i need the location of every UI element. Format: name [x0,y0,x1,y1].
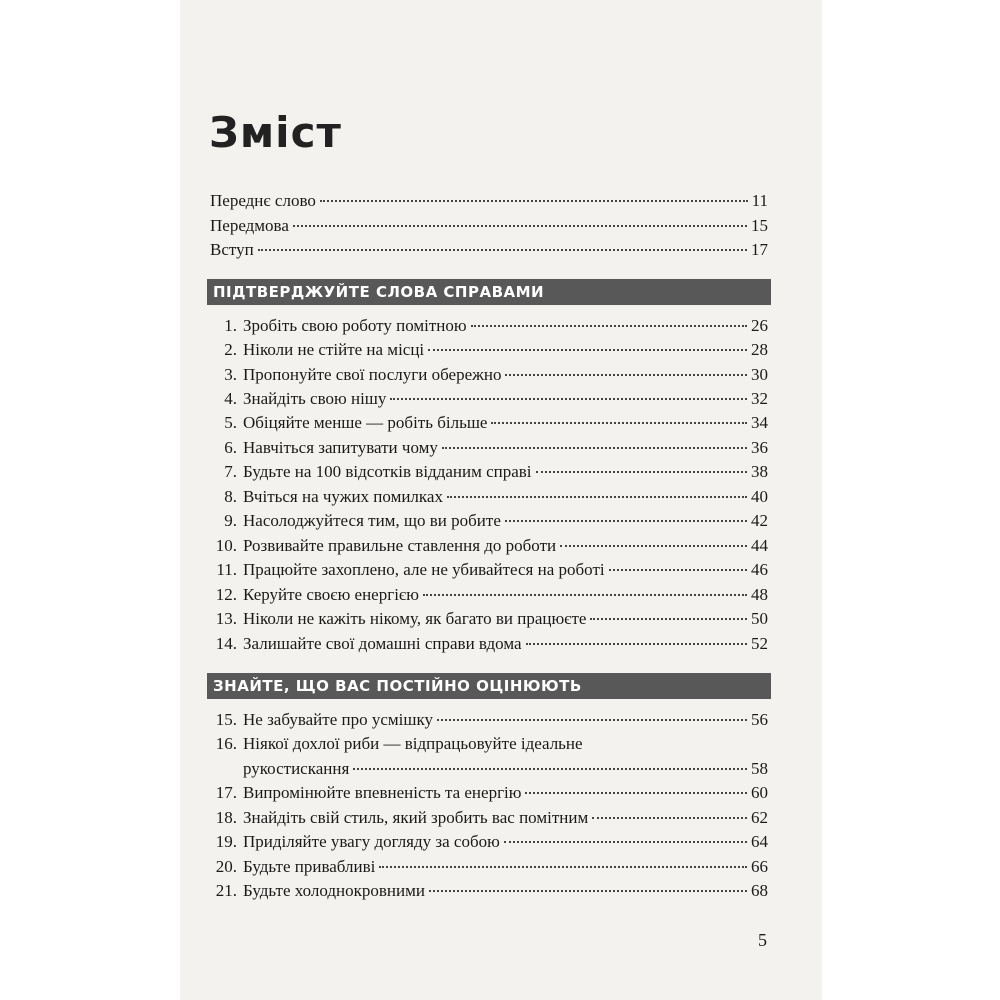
dot-leader [471,325,747,327]
dot-leader [442,447,747,449]
toc-entry [210,607,768,631]
toc-entry [210,558,768,582]
toc-page: 40 [751,487,768,506]
toc-label: Будьте на 100 відсотків відданим справі [243,462,532,481]
toc-entry [210,189,768,213]
toc-page: 17 [751,240,768,259]
toc-number: 11. [216,560,237,579]
toc-entry [210,830,768,854]
dot-leader [447,496,747,498]
toc-entry [210,583,768,607]
toc-page: 34 [751,413,768,432]
toc-number: 15. [215,710,237,729]
toc-label: Керуйте своєю енергією [243,585,419,604]
toc-page: 15 [751,216,768,235]
toc-page: 58 [751,759,768,778]
dot-leader [560,545,747,547]
dot-leader [491,422,747,424]
toc-label: Працюйте захоплено, але не убивайтеся на роботі [243,560,605,579]
toc-number: 4. [224,389,237,408]
toc-page: 68 [751,881,768,900]
toc-label: Передмова [210,216,289,235]
toc-label: Переднє слово [210,191,316,210]
toc-entry [210,632,768,656]
dot-leader [258,249,747,251]
dot-leader [536,471,747,473]
toc-label: Будьте холоднокровними [243,881,425,900]
toc-label: Знайдіть свою нішу [243,389,387,408]
toc-entry [210,855,768,879]
dot-leader [423,594,747,596]
toc-label: Знайдіть свій стиль, який зробить вас помітним [243,808,589,827]
toc-page: 46 [751,560,768,579]
toc-page: 30 [751,365,768,384]
dot-leader [353,768,747,770]
toc-number: 19. [215,832,237,851]
toc-label: рукостискання [243,759,350,778]
toc-label: Будьте привабливі [243,857,376,876]
dot-leader [437,719,747,721]
toc-label: Насолоджуйтеся тим, що ви робите [243,511,501,530]
toc-number: 21. [215,881,237,900]
dot-leader [379,866,747,868]
toc-number: 3. [224,365,237,384]
toc-entry [210,338,768,362]
toc-label: Приділяйте увагу догляду за собою [243,832,500,851]
toc-entry [210,781,768,805]
toc-label: Залишайте свої домашні справи вдома [243,634,522,653]
toc-number: 10. [215,536,237,555]
toc-label: Випромінюйте впевненість та енергію [243,783,522,802]
toc-label: Вступ [210,240,254,259]
toc-number: 12. [215,585,237,604]
toc-page: 11 [751,191,768,210]
toc-page: 32 [751,389,768,408]
toc-page: 48 [751,585,768,604]
toc-page: 38 [751,462,768,481]
dot-leader [293,225,747,227]
toc-page: 50 [751,609,768,628]
toc-number: 17. [215,783,237,802]
toc-entry [210,436,768,460]
toc-page: 26 [751,316,768,335]
toc-page: 66 [751,857,768,876]
dot-leader [525,792,747,794]
toc-label: Ніколи не стійте на місці [243,340,425,359]
toc-entry [210,879,768,903]
toc-number: 20. [215,857,237,876]
toc-number: 8. [224,487,237,506]
toc-number: 18. [215,808,237,827]
toc-entry [210,214,768,238]
toc-label: Розвивайте правильне ставлення до роботи [243,536,557,555]
dot-leader [592,817,747,819]
section-heading: ЗНАЙТЕ, ЩО ВАС ПОСТІЙНО ОЦІНЮЮТЬ [207,673,771,699]
toc-entry [210,411,768,435]
toc-entry [210,238,768,262]
toc-number: 1. [224,316,237,335]
toc-entry [210,314,768,338]
toc-label: Вчіться на чужих помилках [243,487,443,506]
toc-label: Пропонуйте свої послуги обережно [243,365,502,384]
toc-label: Ніякої дохлої риби — відпрацьовуйте ідеальне [243,734,583,753]
toc-number: 5. [224,413,237,432]
toc-page: 52 [751,634,768,653]
dot-leader [429,890,747,892]
toc-label: Навчіться запитувати чому [243,438,438,457]
toc-page: 64 [751,832,768,851]
toc-page: 44 [751,536,768,555]
dot-leader [590,618,747,620]
toc-number: 16. [215,734,237,753]
toc-page: 62 [751,808,768,827]
dot-leader [505,520,747,522]
toc-number: 7. [224,462,237,481]
toc-page: 60 [751,783,768,802]
dot-leader [609,569,747,571]
section-heading: ПІДТВЕРДЖУЙТЕ СЛОВА СПРАВАМИ [207,279,771,305]
toc-entry [210,732,768,756]
toc-entry-continuation [210,757,768,781]
toc-entry [210,509,768,533]
toc-label: Ніколи не кажіть нікому, як багато ви працюєте [243,609,587,628]
toc-page: 42 [751,511,768,530]
toc-label: Обіцяйте менше — робіть більше [243,413,488,432]
toc-number: 6. [224,438,237,457]
page-number: 5 [758,930,767,950]
dot-leader [504,841,747,843]
toc-number: 2. [224,340,237,359]
dot-leader [428,349,747,351]
toc-entry [210,534,768,558]
toc-label: Не забувайте про усмішку [243,710,433,729]
toc-number: 13. [215,609,237,628]
dot-leader [505,374,747,376]
toc-entry [210,363,768,387]
toc-entry [210,485,768,509]
toc-entry [210,806,768,830]
toc-page: 56 [751,710,768,729]
dot-leader [320,200,748,202]
toc-label: Зробіть свою роботу помітною [243,316,467,335]
toc-number: 9. [224,511,237,530]
toc-entry [210,387,768,411]
toc-number: 14. [215,634,237,653]
toc-page: 36 [751,438,768,457]
dot-leader [390,398,747,400]
dot-leader [526,643,747,645]
toc-page: 28 [751,340,768,359]
page-title: Зміст [209,108,342,157]
toc-entry [210,460,768,484]
toc-entry [210,708,768,732]
